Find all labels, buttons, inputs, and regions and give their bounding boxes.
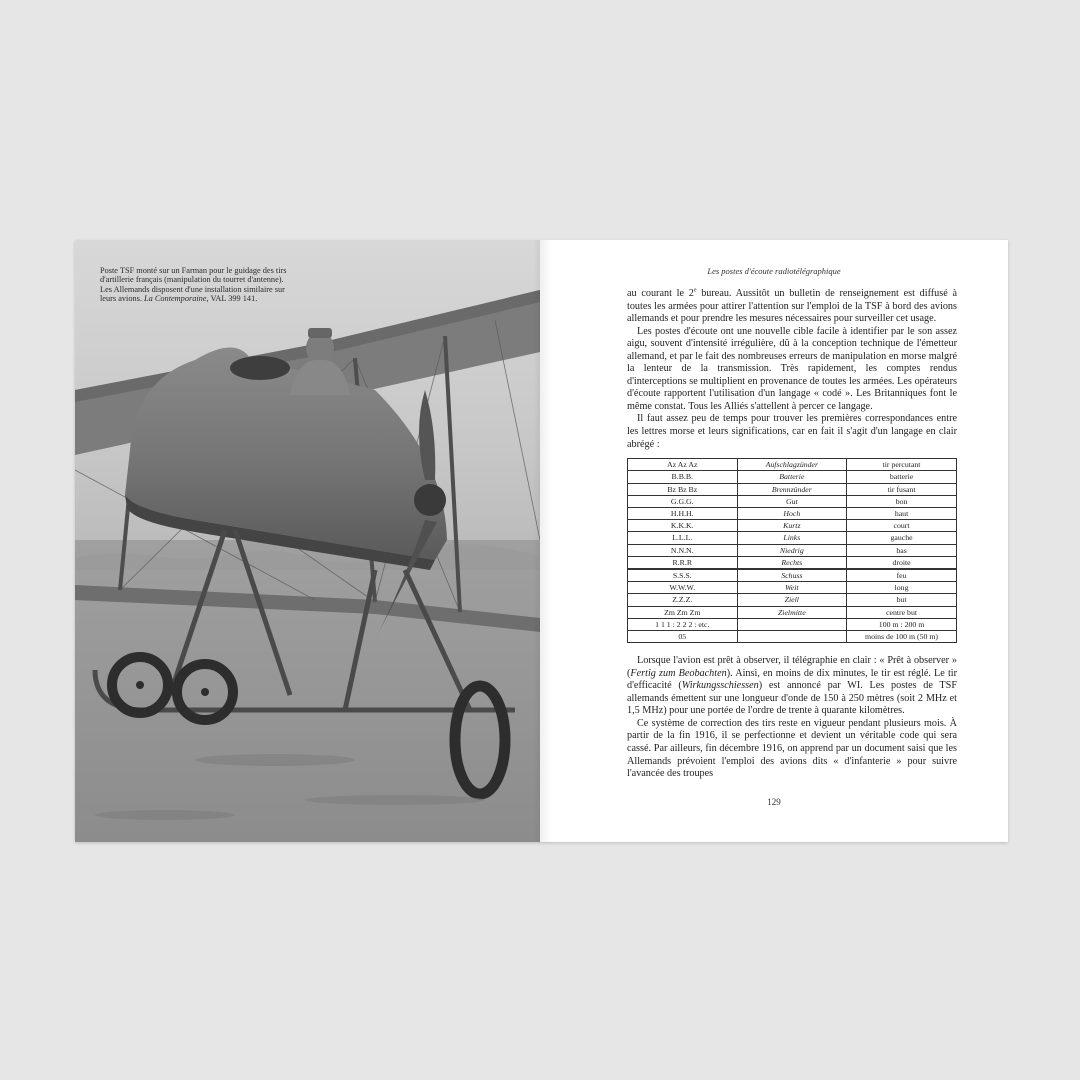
table-cell-code: Az Az Az — [628, 459, 738, 471]
table-cell-code: H.H.H. — [628, 507, 738, 519]
table-cell-code: Z.Z.Z. — [628, 594, 738, 606]
table-cell-french: tir fusant — [847, 483, 957, 495]
caption-line: d'artillerie français (manipulation du tourret d'antenne). — [100, 275, 284, 285]
caption-ref: , VAL 399 141. — [206, 294, 258, 304]
table-row — [628, 483, 957, 495]
table-cell-german: Ziell — [737, 594, 847, 606]
table-cell-german: Kurtz — [737, 520, 847, 532]
table-cell-german: Weit — [737, 582, 847, 594]
table-cell-code: 05 — [628, 630, 738, 642]
table-cell-french: bon — [847, 495, 957, 507]
table-cell-french: court — [847, 520, 957, 532]
table-cell-code: K.K.K. — [628, 520, 738, 532]
table-cell-french: but — [847, 594, 957, 606]
table-cell-code: G.G.G. — [628, 495, 738, 507]
table-cell-german: Zielmitte — [737, 606, 847, 618]
table-cell-german: Hoch — [737, 507, 847, 519]
table-cell-french: long — [847, 582, 957, 594]
table-row — [628, 618, 957, 630]
caption-line: Poste TSF monté sur un Farman pour le guidage des tirs — [100, 266, 287, 275]
table-row — [628, 606, 957, 618]
photo-caption — [100, 266, 290, 304]
caption-line — [100, 294, 290, 303]
table-cell-code: W.W.W. — [628, 582, 738, 594]
table-cell-french: batterie — [847, 471, 957, 483]
paragraph: Lorsque l'avion est prêt à observer, il télégraphie en clair : « Prêt à observer » (Fertig zum Beobachten). Ainsi, en moins de dix minutes, le tir est réglé. Le tir d'efficacité (Wirkungsschiessen) est annoncé par WI. Les postes de TSF allemands émettent sur une longueur d'onde de 150 à 250 mètres (soit 2 MHz et 1,5 MHz) pour une portée de l'ordre de trente à quarante kilomètres. — [627, 655, 958, 717]
morse-code-table — [627, 458, 957, 643]
table-cell-french: gauche — [847, 532, 957, 544]
table-cell-french: droite — [847, 556, 957, 569]
running-head: Les postes d'écoute radiotélégraphique — [707, 266, 841, 276]
caption-text: leurs avions. — [100, 294, 142, 304]
table-cell-code: B.B.B. — [628, 471, 738, 483]
table-cell-german — [737, 618, 847, 630]
table-cell-code: L.L.L. — [628, 532, 738, 544]
table-cell-german: Aufschlagzünder — [737, 459, 847, 471]
table-row — [628, 532, 957, 544]
table-row — [628, 520, 957, 532]
table-row — [628, 569, 957, 582]
table-cell-french: haut — [847, 507, 957, 519]
paragraph: Les postes d'écoute ont une nouvelle cible facile à identifier par le son assez aigu, souvent d'intensité irrégulière, dû à la conception technique de l'émetteur allemand, et par le fait des nombreuses erreurs de manipulation en morse malgré la lenteur de la transmission. Très rapidement, les comptes rendus d'interceptions se multiplient en provenance de toutes les armées. Les opérateurs d'écoute rapportent l'utilisation d'un langage « codé ». Les Britanniques font le même constat. Tous les Alliés s'attellent à percer ce langage. — [627, 325, 957, 412]
table-row — [628, 471, 957, 483]
table-cell-german: Links — [737, 532, 847, 544]
table-cell-french: 100 m : 200 m — [847, 618, 957, 630]
paragraph: Ce système de correction des tirs reste en vigueur pendant plusieurs mois. À partir de la fin 1916, il se perfectionne et devient un véritable code qui sera cassé. Par ailleurs, fin décembre 1916, on apprend par un document saisi que les Allemands prévoient l'emploi des avions dits « d'infanterie » pour suivre l'avancée des troupes — [627, 717, 957, 780]
table-row — [628, 556, 957, 569]
page-number: 129 — [767, 797, 781, 807]
table-cell-french: feu — [847, 569, 957, 582]
farman-aircraft-photo — [75, 240, 540, 842]
table-cell-german — [737, 630, 847, 642]
table-cell-code: Bz Bz Bz — [628, 483, 738, 495]
caption-source: La Contemporaine — [144, 294, 207, 304]
table-cell-code: 1 1 1 : 2 2 2 : etc. — [628, 618, 738, 630]
table-row — [628, 630, 957, 642]
table-cell-french: centre but — [847, 606, 957, 618]
text-page — [540, 240, 1008, 842]
table-row — [628, 582, 957, 594]
table-cell-german: Schuss — [737, 569, 847, 582]
table-row — [628, 594, 957, 606]
table-cell-german: Gut — [737, 495, 847, 507]
table-cell-german: Batterie — [737, 471, 847, 483]
table-cell-french: tir percutant — [847, 459, 957, 471]
table-cell-german: Rechts — [737, 556, 847, 569]
table-row — [628, 495, 957, 507]
table-cell-code: N.N.N. — [628, 544, 738, 556]
table-cell-french: bas — [847, 544, 957, 556]
table-cell-code: S.S.S. — [628, 569, 738, 582]
table-row — [628, 507, 957, 519]
table-row — [628, 544, 957, 556]
caption-line: Les Allemands disposent d'une installation similaire sur — [100, 284, 285, 294]
table-cell-german: Niedrig — [737, 544, 847, 556]
photo-page — [75, 240, 540, 842]
table-cell-german: Brennzünder — [737, 483, 847, 495]
table-cell-code: Zm Zm Zm — [628, 606, 738, 618]
paragraph: au courant le 2e bureau. Aussitôt un bulletin de renseignement est diffusé à toutes les armées pour attirer l'attention sur l'emploi de la TSF à bord des avions allemands et pour prendre les mesures nécessaires pour surveiller cet usage. — [627, 287, 957, 325]
paragraph: Il faut assez peu de temps pour trouver les premières correspondances entre les lettres morse et leurs significations, car en fait il s'agit d'un langage en clair abrégé : — [627, 413, 957, 450]
table-row — [628, 459, 957, 471]
body-text — [627, 288, 957, 781]
table-cell-french: moins de 100 m (50 m) — [847, 630, 957, 642]
book-spread — [75, 240, 1008, 842]
table-cell-code: R.R.R — [628, 556, 738, 569]
